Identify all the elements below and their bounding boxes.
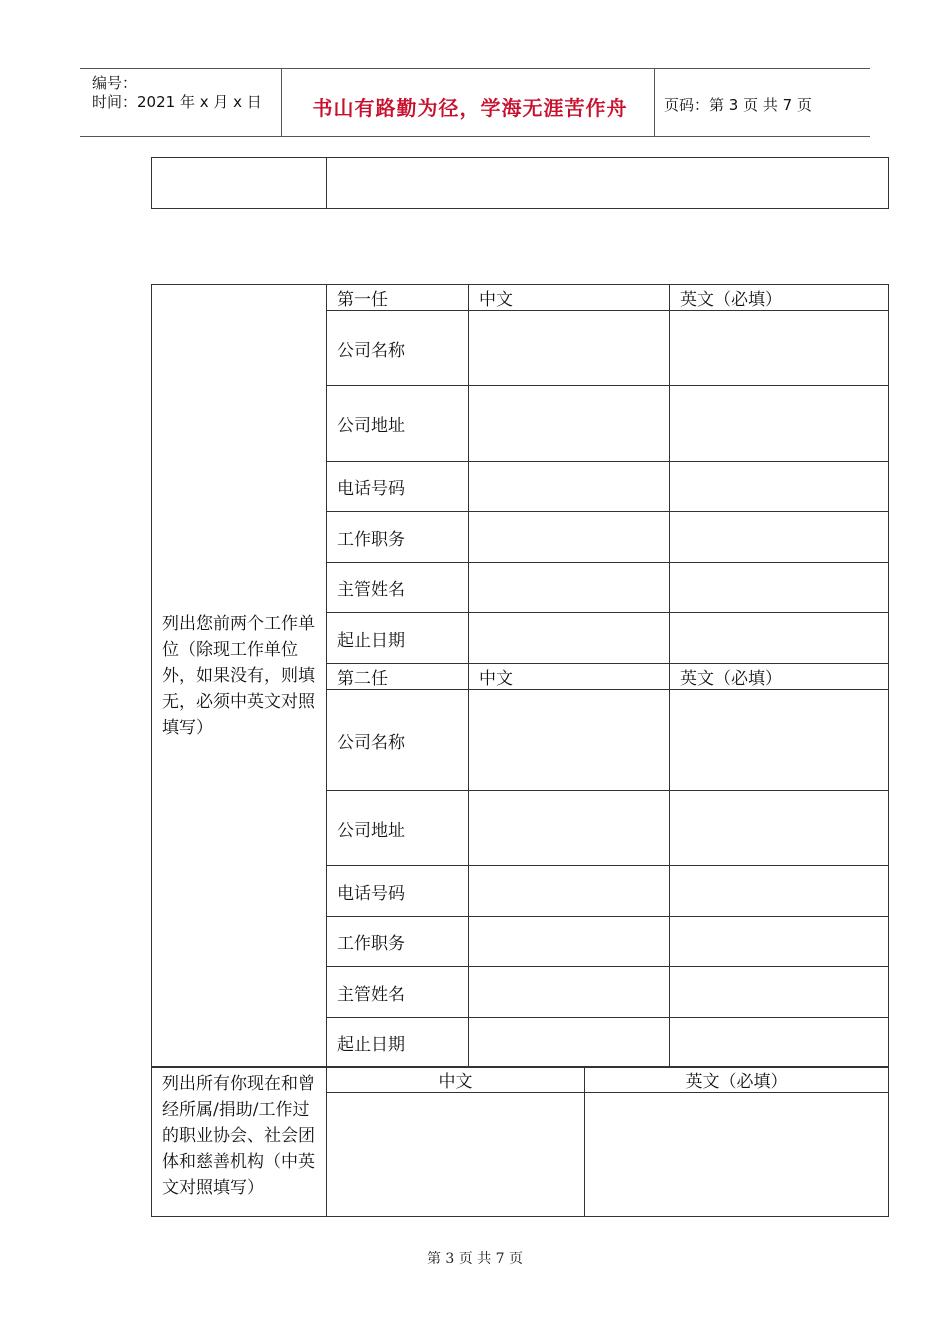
first-company-name-cn[interactable] — [469, 311, 670, 386]
first-row-label: 公司地址 — [327, 386, 469, 462]
second-dates-en[interactable] — [670, 1018, 889, 1068]
previous-table-fragment — [151, 157, 889, 209]
second-company-name-cn[interactable] — [469, 690, 670, 791]
second-row-label: 主管姓名 — [327, 967, 469, 1018]
second-row-label: 起止日期 — [327, 1018, 469, 1068]
first-row-label: 电话号码 — [327, 462, 469, 512]
second-phone-en[interactable] — [670, 866, 889, 917]
header-motto: 书山有路勤为径，学海无涯苦作舟 — [312, 96, 628, 120]
employment-section-label: 列出您前两个工作单位（除现工作单位外，如果没有，则填无，必须中英文对照填写） — [152, 285, 327, 1068]
second-company-name-en[interactable] — [670, 690, 889, 791]
first-col-en-header: 英文（必填） — [670, 285, 889, 311]
first-position-en[interactable] — [670, 512, 889, 563]
fragment-value-cell[interactable] — [327, 158, 889, 209]
header-bottom-rule — [80, 136, 870, 137]
first-employer-title: 第一任 — [327, 285, 469, 311]
first-dates-cn[interactable] — [469, 613, 670, 664]
first-company-address-cn[interactable] — [469, 386, 670, 462]
second-supervisor-cn[interactable] — [469, 967, 670, 1018]
second-supervisor-en[interactable] — [670, 967, 889, 1018]
associations-cn-input[interactable] — [327, 1093, 585, 1217]
second-company-address-cn[interactable] — [469, 791, 670, 866]
second-row-label: 公司名称 — [327, 690, 469, 791]
second-position-en[interactable] — [670, 917, 889, 967]
second-phone-cn[interactable] — [469, 866, 670, 917]
first-position-cn[interactable] — [469, 512, 670, 563]
document-date: 时间：2021 年 x 月 x 日 — [92, 93, 262, 111]
first-row-label: 起止日期 — [327, 613, 469, 664]
employment-history-table — [151, 284, 889, 1068]
second-row-label: 电话号码 — [327, 866, 469, 917]
associations-label: 列出所有你现在和曾经所属/捐助/工作过的职业协会、社会团体和慈善机构（中英文对照填写） — [152, 1067, 327, 1217]
associations-en-input[interactable] — [585, 1093, 889, 1217]
first-phone-en[interactable] — [670, 462, 889, 512]
associations-col-en-header: 英文（必填） — [585, 1067, 889, 1093]
associations-table — [151, 1066, 889, 1217]
first-dates-en[interactable] — [670, 613, 889, 664]
first-row-label: 公司名称 — [327, 311, 469, 386]
associations-col-cn-header: 中文 — [327, 1067, 585, 1093]
second-col-cn-header: 中文 — [469, 664, 670, 690]
second-row-label: 工作职务 — [327, 917, 469, 967]
header-divider-right — [654, 68, 655, 137]
page-footer: 第 3 页 共 7 页 — [426, 1251, 524, 1267]
first-company-address-en[interactable] — [670, 386, 889, 462]
first-supervisor-cn[interactable] — [469, 563, 670, 613]
second-row-label: 公司地址 — [327, 791, 469, 866]
first-company-name-en[interactable] — [670, 311, 889, 386]
header-divider-left — [281, 68, 282, 137]
header-top-rule — [80, 68, 870, 69]
first-row-label: 主管姓名 — [327, 563, 469, 613]
page-indicator: 页码：第 3 页 共 7 页 — [664, 96, 812, 114]
second-position-cn[interactable] — [469, 917, 670, 967]
first-phone-cn[interactable] — [469, 462, 670, 512]
first-supervisor-en[interactable] — [670, 563, 889, 613]
first-col-cn-header: 中文 — [469, 285, 670, 311]
second-dates-cn[interactable] — [469, 1018, 670, 1068]
document-number: 编号： — [92, 74, 138, 92]
second-company-address-en[interactable] — [670, 791, 889, 866]
second-employer-title: 第二任 — [327, 664, 469, 690]
second-col-en-header: 英文（必填） — [670, 664, 889, 690]
fragment-label-cell — [152, 158, 327, 209]
first-row-label: 工作职务 — [327, 512, 469, 563]
